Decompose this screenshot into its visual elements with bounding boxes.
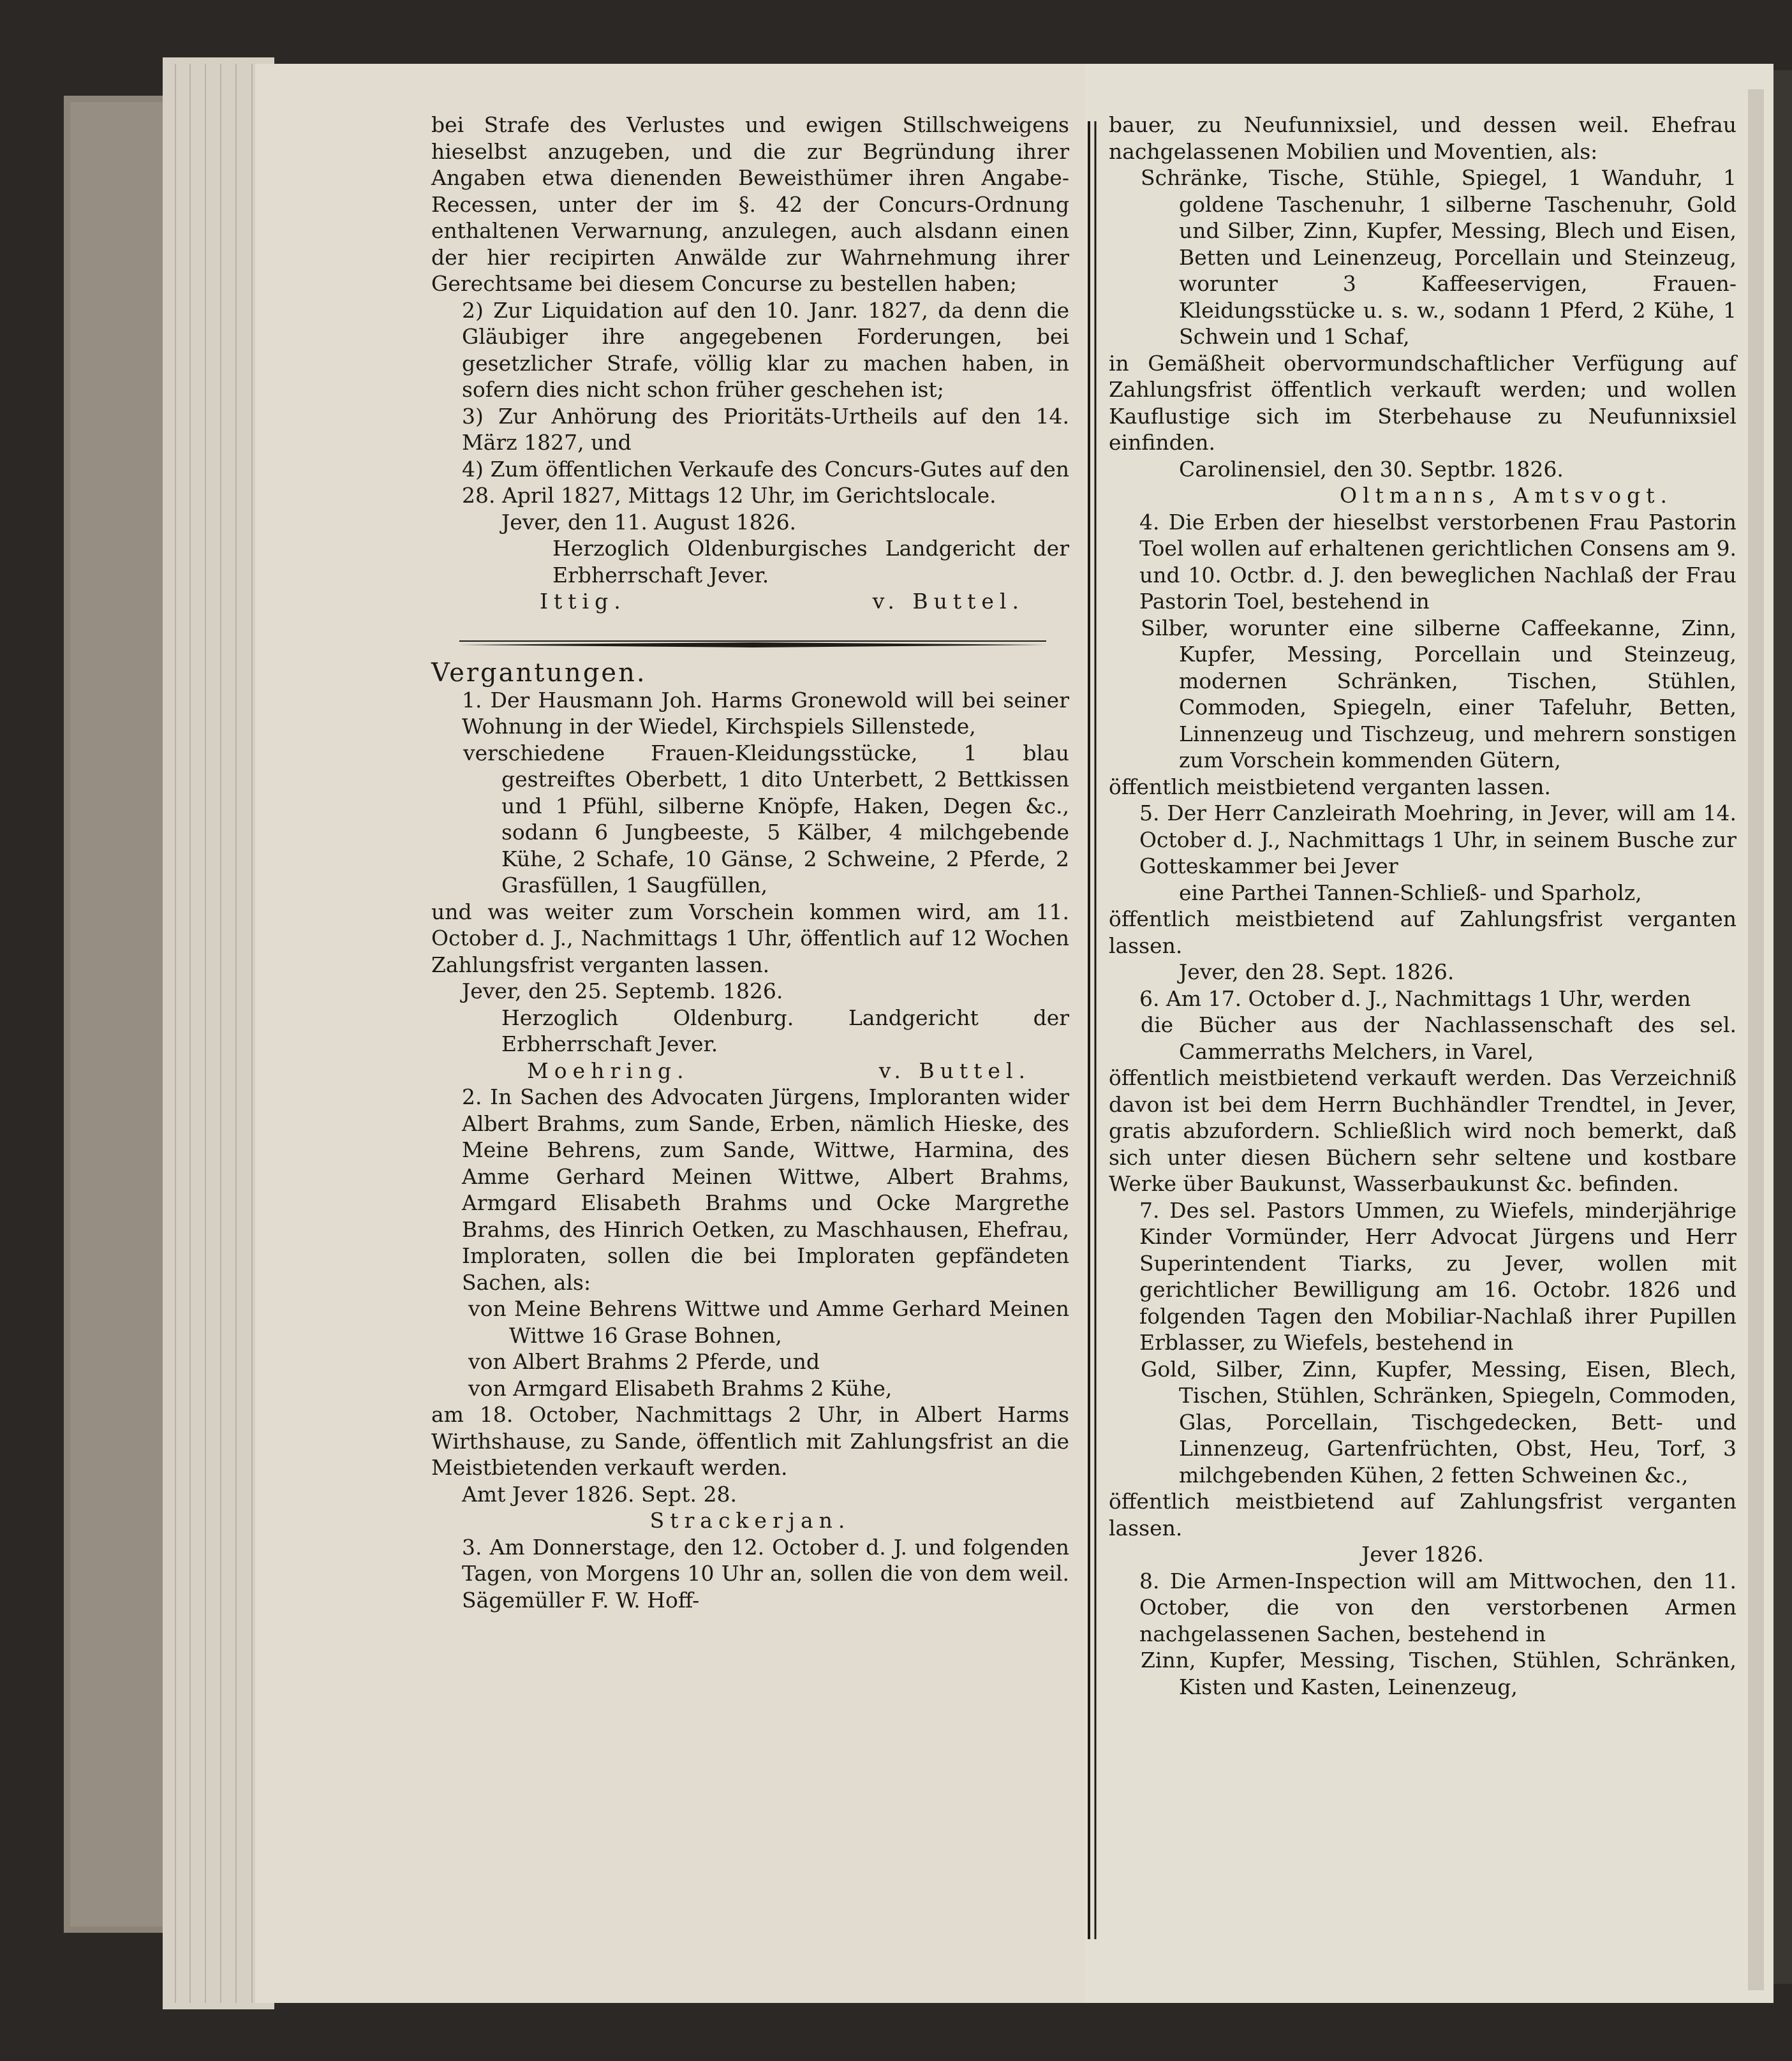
signature-row-1 — [431, 588, 1069, 615]
dateline-7: Jever 1826. — [1361, 1542, 1484, 1567]
signature-buttel-2: v. Buttel. — [878, 1058, 1031, 1083]
item-3-intro: 3. Am Donnerstage, den 12. October d. J. und folgenden Tagen, von Morgens 10 Uhr an, sollen die von dem weil. Sägemüller F. W. Hoff- — [462, 1534, 1069, 1613]
item-2-goods-3: von Armgard Elisabeth Brahms 2 Kühe, — [468, 1375, 892, 1401]
signature-strackerjan: Strackerjan. — [649, 1508, 851, 1533]
item-3-continuation: bauer, zu Neufunnixsiel, und dessen weil. Ehefrau nachgelassenen Mobilien und Moventien, als: — [1109, 112, 1736, 164]
item-3-tail: in Gemäßheit obervormundschaftlicher Verfügung auf Zahlungsfrist öffentlich verkauft werden; und wollen Kauflustige sich im Sterbehause zu Neufunnixsiel einfinden. — [1109, 350, 1736, 455]
left-para-2: 2) Zur Liquidation auf den 10. Janr. 1827, da denn die Gläubiger ihre angegebenen Forderungen, bei gesetzlicher Strafe, völlig klar zu machen haben, in sofern dies nicht schon früher geschehen ist; — [462, 297, 1069, 402]
item-1-tail: und was weiter zum Vorschein kommen wird, am 11. October d. J., Nachmittags 1 Uhr, öffentlich auf 12 Wochen Zahlungsfrist verganten lassen. — [431, 899, 1069, 977]
item-7-goods: Gold, Silber, Zinn, Kupfer, Messing, Eisen, Blech, Tischen, Stühlen, Schränken, Spiegeln, Commoden, Glas, Porcellain, Tischgedecken, Bett- und Linnenzeug, Gartenfrüchten, Obst, Heu, Torf, 3 milchgebenden Kühen, 2 fetten Schweinen &c., — [1141, 1356, 1736, 1488]
item-1-intro: 1. Der Hausmann Joh. Harms Gronewold will bei seiner Wohnung in der Wiedel, Kirchspiels Sillenstede, — [462, 687, 1069, 739]
item-7-intro: 7. Des sel. Pastors Ummen, zu Wiefels, minderjährige Kinder Vormünder, Herr Advocat Jürgens und Herr Superintendent Tiarks, zu Jever, wollen mit gerichtlicher Bewilligung am 16. Octobr. 1826 und folgenden Tagen den Mobiliar-Nachlaß ihrer Pupillen Erblasser, zu Wiefels, bestehend in — [1139, 1197, 1736, 1355]
signature-ittig: Ittig. — [540, 589, 626, 614]
item-6-intro: 6. Am 17. October d. J., Nachmittags 1 Uhr, werden — [1139, 986, 1691, 1011]
item-4-tail: öffentlich meistbietend verganten lassen. — [1109, 774, 1551, 799]
item-2-goods-1: von Meine Behrens Wittwe und Amme Gerhard Meinen Wittwe 16 Grase Bohnen, — [468, 1296, 1069, 1348]
dateline-2: Jever, den 25. Septemb. 1826. — [462, 979, 783, 1003]
item-2-goods-2: von Albert Brahms 2 Pferde, und — [468, 1349, 820, 1374]
signature-buttel-1: v. Buttel. — [872, 589, 1025, 614]
left-para-4: 4) Zum öffentlichen Verkaufe des Concurs-Gutes auf den 28. April 1827, Mittags 12 Uhr, im Gerichtslocale. — [462, 456, 1069, 508]
right-column — [1109, 112, 1736, 1700]
dateline-4: Carolinensiel, den 30. Septbr. 1826. — [1179, 456, 1564, 482]
signature-row-2 — [431, 1058, 1069, 1084]
item-5-intro: 5. Der Herr Canzleirath Moehring, in Jever, will am 14. October d. J., Nachmittags 1 Uhr, in seinem Busche zur Gotteskammer bei Jever — [1139, 801, 1736, 878]
item-8-goods: Zinn, Kupfer, Messing, Tischen, Stühlen, Schränken, Kisten und Kasten, Leinenzeug, — [1141, 1648, 1736, 1699]
item-2-intro: 2. In Sachen des Advocaten Jürgens, Imploranten wider Albert Brahms, zum Sande, Erben, nämlich Hieske, des Meine Behrens, zum Sande, Wittwe, Harmina, des Amme Gerhard Meinen Wittwe, Albert Brahms, Armgard Elisabeth Brahms und Ocke Margrethe Brahms, des Hinrich Oetken, zu Maschhausen, Ehefrau, Imploraten, sollen die bei Imploraten gepfändeten Sachen, als: — [462, 1084, 1069, 1295]
dateline-1: Jever, den 11. August 1826. — [501, 509, 797, 535]
dateline-3: Amt Jever 1826. Sept. 28. — [462, 1481, 737, 1507]
left-para-3: 3) Zur Anhörung des Prioritäts-Urtheils auf den 14. März 1827, und — [462, 403, 1069, 455]
signature-oltmanns: Oltmanns, Amtsvogt. — [1340, 483, 1673, 508]
left-column — [431, 112, 1069, 1613]
item-3-goods: Schränke, Tische, Stühle, Spiegel, 1 Wanduhr, 1 goldene Taschenuhr, 1 silberne Taschenuhr, Gold und Silber, Zinn, Kupfer, Messing, Blech und Eisen, Betten und Leinenzeug, Porcellain und Steinzeug, worunter 3 Kaffeeservigen, Frauen-Kleidungsstücke u. s. w., sodann 1 Pferd, 2 Kühe, 1 Schwein und 1 Schaf, — [1141, 165, 1736, 349]
section-heading: Vergantungen. — [431, 658, 647, 688]
court-line-1: Herzoglich Oldenburgisches Landgericht der Erbherrschaft Jever. — [552, 536, 1069, 587]
left-para-1: bei Strafe des Verlustes und ewigen Stillschweigens hieselbst anzugeben, und die zur Begründung ihrer Angaben etwa dienenden Beweisthümer ihren Angabe-Recessen, unter der im §. 42 der Concurs-Ordnung enthaltenen Verwarnung, anzulegen, auch alsdann einen der hier recipirten Anwälde zur Wahrnehmung ihrer Gerechtsame bei diesem Concurse zu bestellen haben; — [431, 112, 1069, 296]
court-line-2: Herzoglich Oldenburg. Landgericht der Erbherrschaft Jever. — [501, 1005, 1069, 1056]
item-4-intro: 4. Die Erben der hieselbst verstorbenen Frau Pastorin Toel wollen auf erhaltenen gerichtlichen Consens am 9. und 10. Octbr. d. J. den beweglichen Nachlaß der Frau Pastorin Toel, bestehend in — [1139, 509, 1736, 614]
item-6-goods: die Bücher aus der Nachlassenschaft des sel. Cammerraths Melchers, in Varel, — [1141, 1012, 1736, 1064]
item-6-tail: öffentlich meistbietend verkauft werden. Das Verzeichniß davon ist bei dem Herrn Buchhändler Trendtel, in Jever, gratis abzufordern. Schließlich wird noch bemerkt, daß sich unter diesen Büchern sehr seltene und kostbare Werke über Baukunst, Wasserbaukunst &c. befinden. — [1109, 1065, 1736, 1196]
item-4-goods: Silber, worunter eine silberne Caffeekanne, Zinn, Kupfer, Messing, Porcellain und Steinzeug, modernen Schränken, Tischen, Stühlen, Commoden, Spiegeln, einer Tafeluhr, Betten, Linnenzeug und Tischzeug, und mehrern sonstigen zum Vorschein kommenden Gütern, — [1141, 615, 1736, 772]
item-5-tail: öffentlich meistbietend auf Zahlungsfrist verganten lassen. — [1109, 906, 1736, 958]
item-5-goods: eine Parthei Tannen-Schließ- und Sparholz, — [1179, 880, 1642, 905]
item-2-tail: am 18. October, Nachmittags 2 Uhr, in Albert Harms Wirthshause, zu Sande, öffentlich mit Zahlungsfrist an die Meistbietenden verkauft werden. — [431, 1402, 1069, 1480]
item-1-goods: verschiedene Frauen-Kleidungsstücke, 1 blau gestreiftes Oberbett, 1 dito Unterbett, 2 Bettkissen und 1 Pfühl, silberne Knöpfe, Haken, Degen &c., sodann 6 Jungbeeste, 5 Kälber, 4 milchgebende Kühe, 2 Schafe, 10 Gänse, 2 Schweine, 2 Pferde, 2 Grasfüllen, 1 Saugfüllen, — [463, 740, 1069, 898]
section-rule — [459, 628, 1046, 654]
item-7-tail: öffentlich meistbietend auf Zahlungsfrist verganten lassen. — [1109, 1489, 1736, 1540]
signature-moehring: Moehring. — [527, 1058, 690, 1083]
item-8-intro: 8. Die Armen-Inspection will am Mittwochen, den 11. October, die von den verstorbenen Armen nachgelassenen Sachen, bestehend in — [1139, 1568, 1736, 1646]
dateline-5: Jever, den 28. Sept. 1826. — [1179, 959, 1455, 984]
